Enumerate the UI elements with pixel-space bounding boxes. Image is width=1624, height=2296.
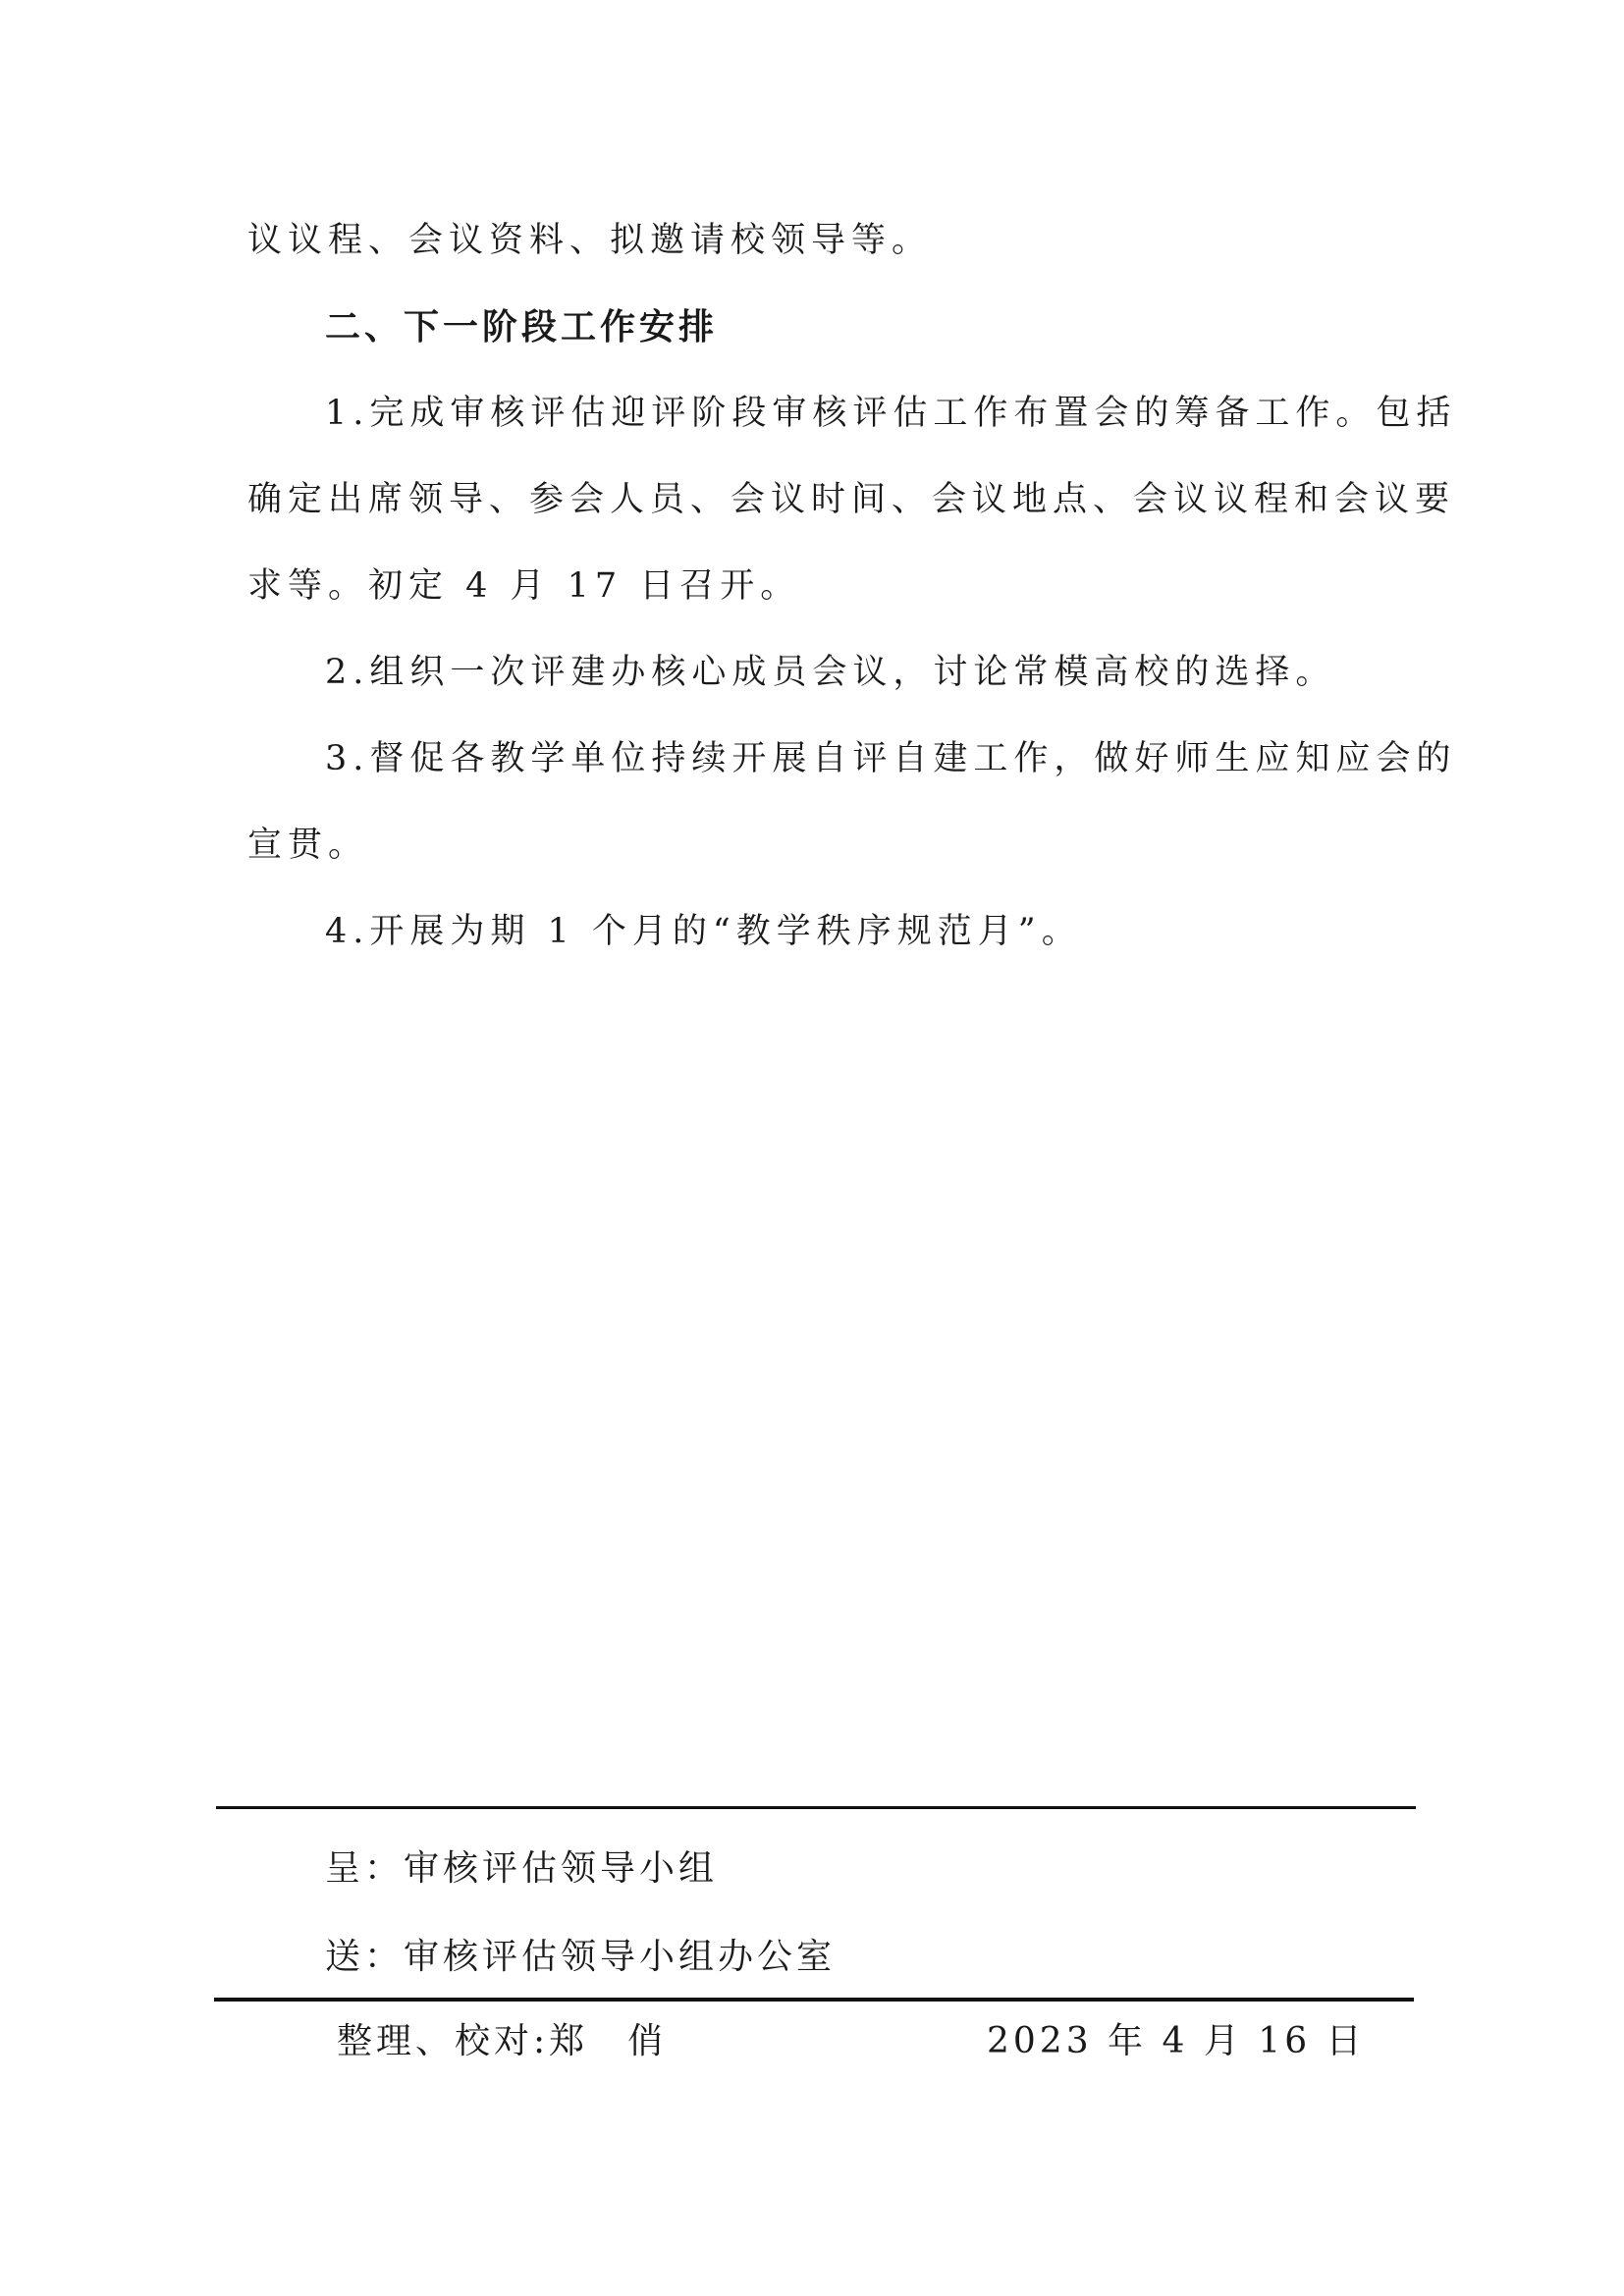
list-item-4: 4.开展为期 1 个月的“教学秩序规范月”。 [325, 912, 1082, 951]
list-item-2: 2.组织一次评建办核心成员会议，讨论常模高校的选择。 [325, 653, 1336, 692]
body-paragraph-continuation: 议议程、会议资料、拟邀请校领导等。 [247, 221, 933, 260]
distribution-bottom-rule [214, 1998, 1414, 2002]
submit-to-line: 呈：审核评估领导小组 [325, 1848, 719, 1889]
list-item-3-line-2: 宣贯。 [247, 826, 369, 865]
distribution-top-rule [216, 1806, 1416, 1809]
document-date: 2023 年 4 月 16 日 [987, 2021, 1366, 2061]
list-item-3-line-1: 3.督促各教学单位持续开展自评自建工作，做好师生应知应会的 [325, 739, 1457, 778]
editor-line: 整理、校对:郑 俏 [337, 2021, 668, 2061]
list-item-1-line-3: 求等。初定 4 月 17 日召开。 [247, 566, 801, 606]
section-heading: 二、下一阶段工作安排 [325, 307, 719, 347]
list-item-1-line-2: 确定出席领导、参会人员、会议时间、会议地点、会议议程和会议要 [247, 480, 1456, 519]
list-item-1-line-1: 1.完成审核评估迎评阶段审核评估工作布置会的筹备工作。包括 [325, 394, 1457, 433]
send-to-line: 送：审核评估领导小组办公室 [325, 1937, 837, 1977]
